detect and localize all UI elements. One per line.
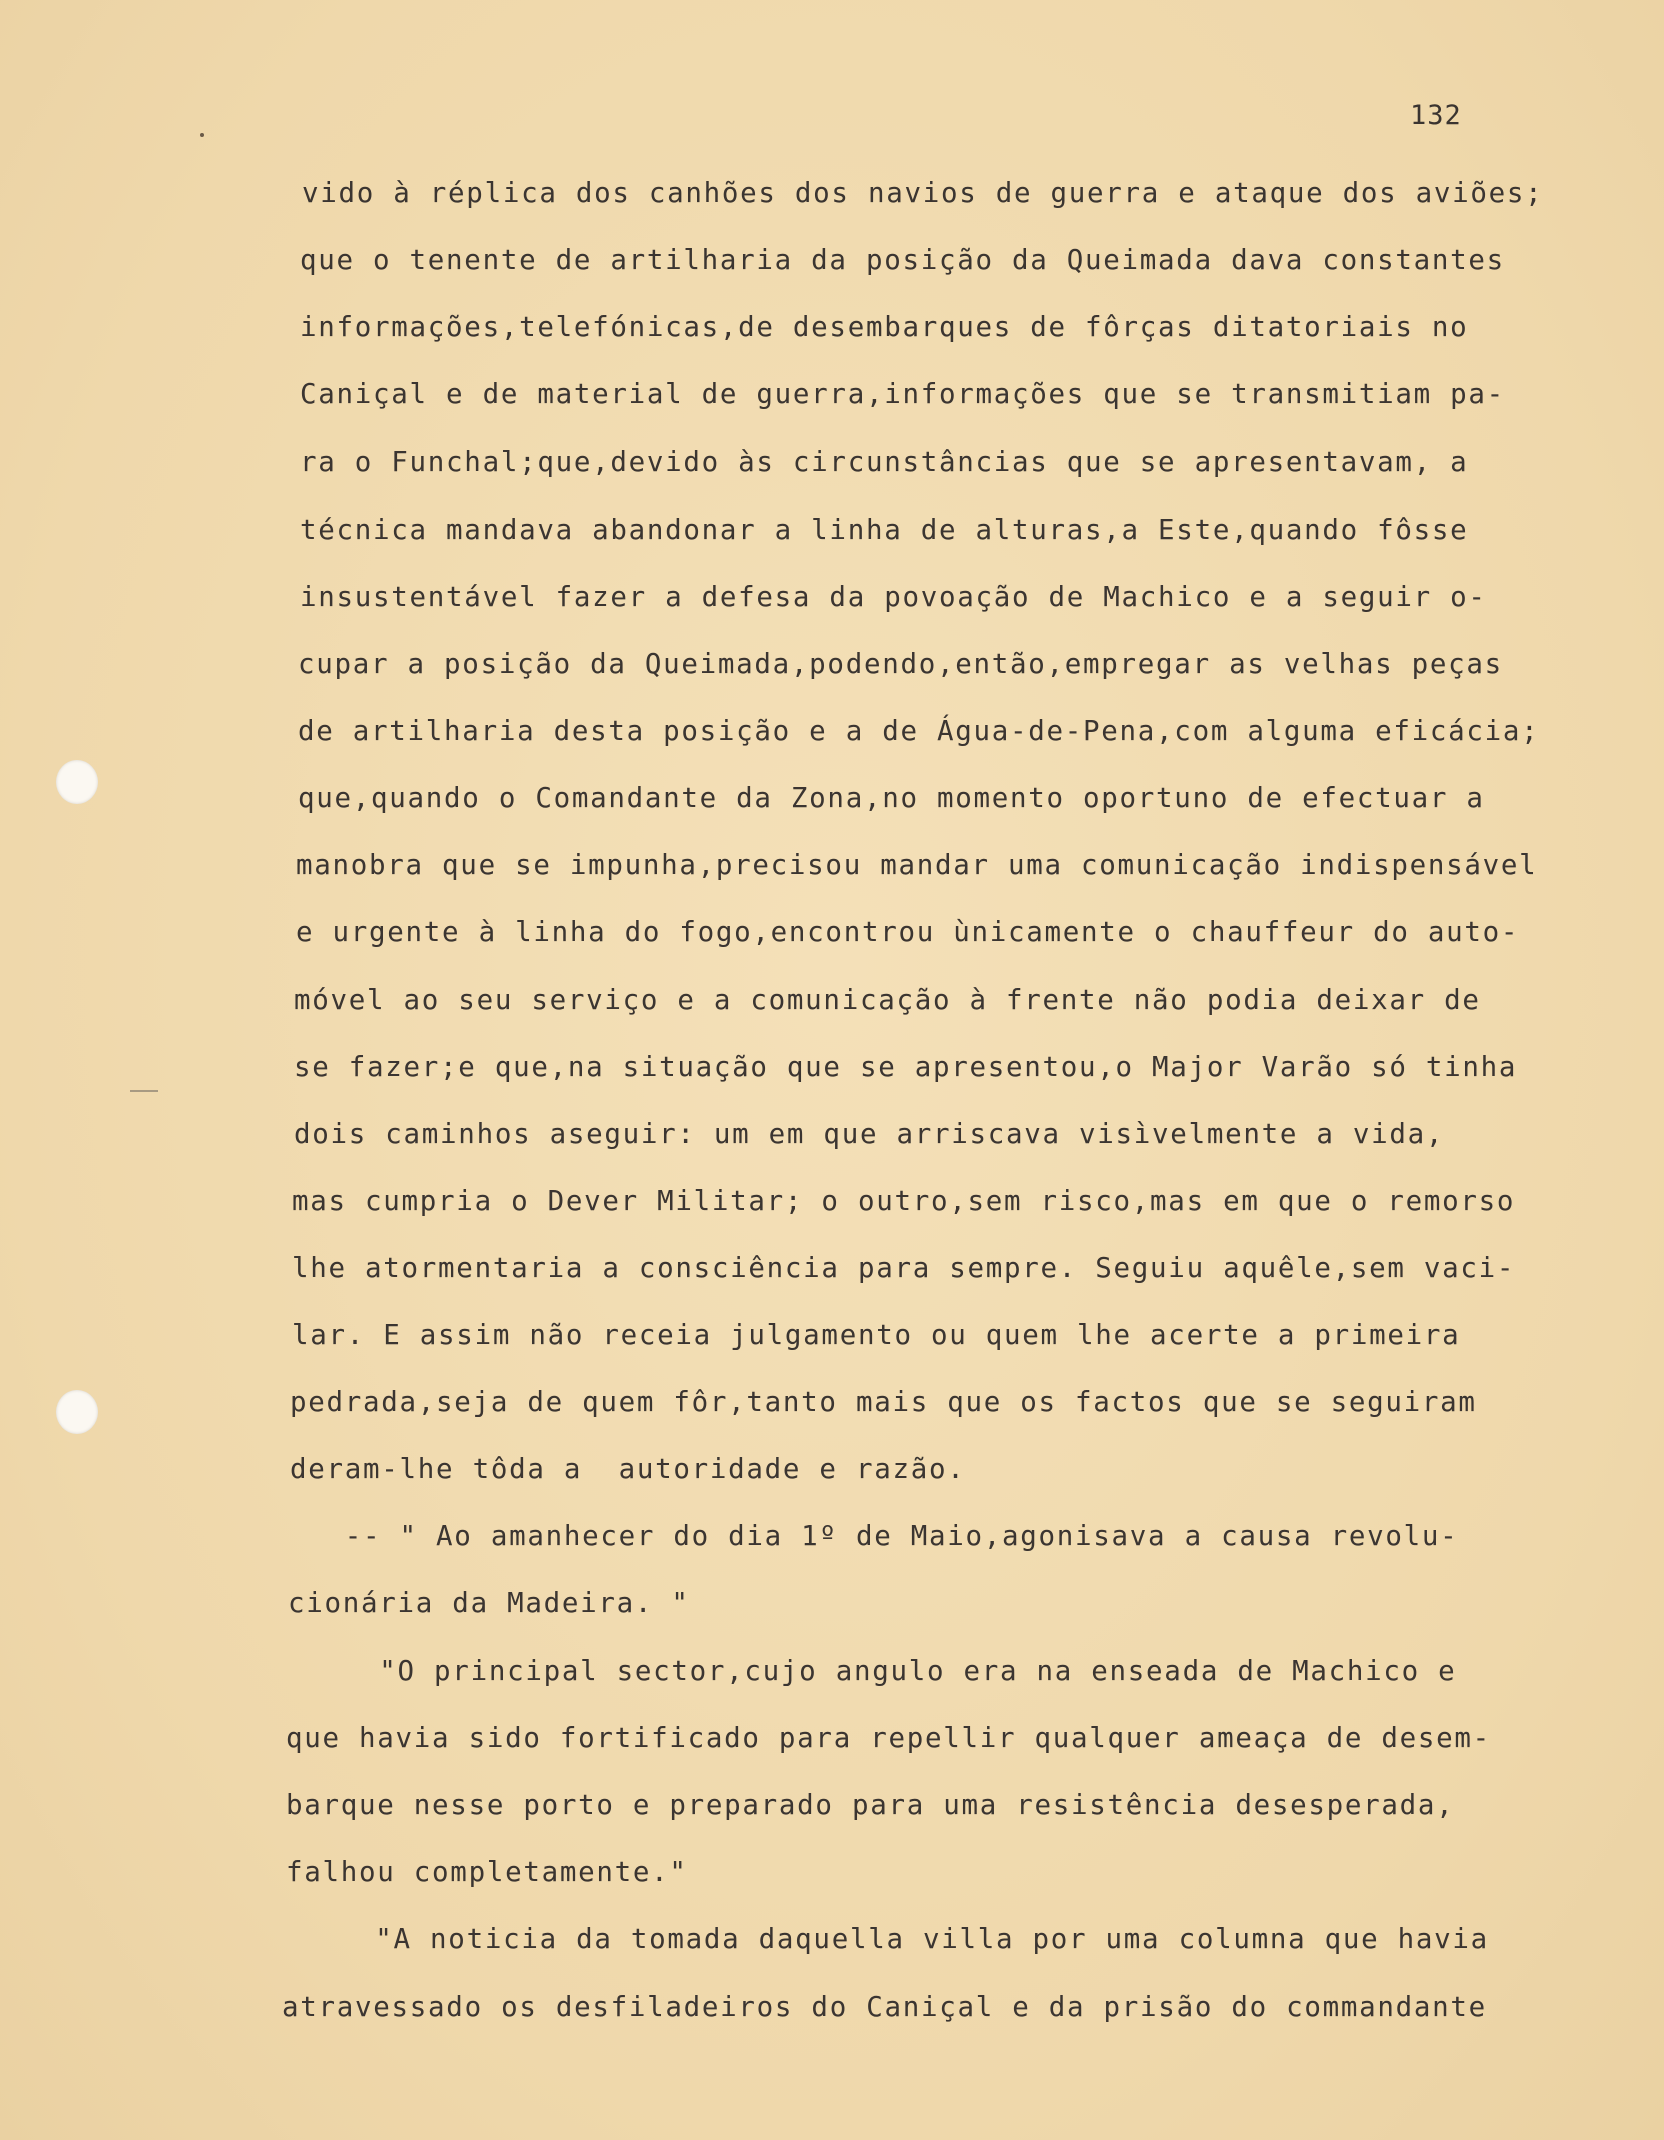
text-line: atravessado os desfiladeiros do Caniçal e da prisão do commandante	[282, 1991, 1487, 2023]
page-number: 132	[1410, 100, 1462, 131]
ink-speck	[200, 133, 204, 137]
text-line: Caniçal e de material de guerra,informações que se transmitiam pa-	[300, 378, 1505, 410]
text-line: "A noticia da tomada daquella villa por uma columna que havia	[284, 1923, 1489, 1955]
text-line: cupar a posição da Queimada,podendo,então,empregar as velhas peças	[298, 648, 1503, 680]
punch-hole-top	[56, 760, 98, 804]
text-line: insustentável fazer a defesa da povoação de Machico e a seguir o-	[300, 581, 1487, 613]
text-line: mas cumpria o Dever Militar; o outro,sem risco,mas em que o remorso	[292, 1185, 1516, 1217]
text-line: dois caminhos aseguir: um em que arriscava visìvelmente a vida,	[294, 1118, 1445, 1150]
text-line: que,quando o Comandante da Zona,no momento oportuno de efectuar a	[298, 782, 1485, 814]
text-line: informações,telefónicas,de desembarques de fôrças ditatoriais no	[300, 311, 1469, 343]
text-line: que o tenente de artilharia da posição da Queimada dava constantes	[300, 244, 1505, 276]
text-line: pedrada,seja de quem fôr,tanto mais que os factos que se seguiram	[290, 1386, 1477, 1418]
text-line: -- " Ao amanhecer do dia 1º de Maio,agonisava a causa revolu-	[290, 1520, 1459, 1552]
margin-mark	[130, 1090, 158, 1092]
text-line: técnica mandava abandonar a linha de alturas,a Este,quando fôsse	[300, 514, 1469, 546]
text-line: que havia sido fortificado para repellir qualquer ameaça de desem-	[286, 1722, 1491, 1754]
text-line: "O principal sector,cujo angulo era na enseada de Machico e	[288, 1655, 1457, 1687]
text-line: manobra que se impunha,precisou mandar uma comunicação indispensável	[296, 849, 1538, 881]
text-line: móvel ao seu serviço e a comunicação à frente não podia deixar de	[294, 984, 1481, 1016]
text-line: lar. E assim não receia julgamento ou quem lhe acerte a primeira	[292, 1319, 1461, 1351]
text-line: se fazer;e que,na situação que se apresentou,o Major Varão só tinha	[294, 1051, 1518, 1083]
text-line: falhou completamente."	[286, 1856, 688, 1888]
text-line: ra o Funchal;que,devido às circunstâncias que se apresentavam, a	[300, 446, 1469, 478]
text-line: de artilharia desta posição e a de Água-de-Pena,com alguma eficácia;	[298, 715, 1540, 747]
punch-hole-bottom	[56, 1390, 98, 1434]
text-line: barque nesse porto e preparado para uma resistência desesperada,	[286, 1789, 1455, 1821]
text-line: deram-lhe tôda a autoridade e razão.	[290, 1453, 966, 1485]
text-line: lhe atormentaria a consciência para sempre. Seguiu aquêle,sem vaci-	[292, 1252, 1516, 1284]
text-line: cionária da Madeira. "	[288, 1587, 690, 1619]
text-line: vido à réplica dos canhões dos navios de guerra e ataque dos aviões;	[302, 177, 1544, 209]
text-line: e urgente à linha do fogo,encontrou ùnicamente o chauffeur do auto-	[296, 916, 1520, 948]
